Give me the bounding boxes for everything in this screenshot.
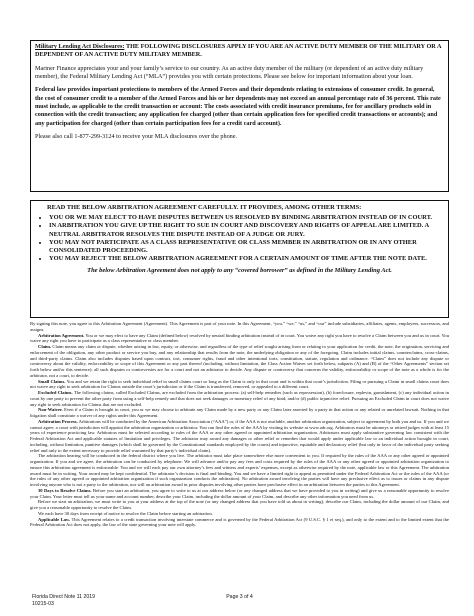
agreement-intro: By signing this note, you agree to this Arbitration Agreement (Agreement). This Agreement is part of your note. In this Agreement, “you,” “we,” “us,” and “our” include subsidiaries, affiliates, agents, employees, successors, and assigns. [30,321,449,332]
agreement-paragraph: The arbitration hearing will be conducted in the federal district where you live. The arbitrator must take place somewhere else more convenient to you. If required by the rules of the AAA or any other agreed or appointed organization. If you and we agree, the arbitration can be conducted by telephone. We will advance and/or pay any fees and costs required by the rules of the AAA or any other agreed or appointed arbitration organization to ensure this arbitration agreement is enforceable. You and we will each pay our own attorney’s fees and witness and experts’ expenses, except as otherwise required by the note, applicable law or this Agreement. The arbitration award must be in writing. Your award may be kept confidential. The arbitrator’s decision is final and binding. You and we have a limited right to appeal as permitted under the Federal Arbitration Act or the rules of the AAA (or the rules of any other agreed or appointed arbitration organization if such organization conducts the arbitration). No arbitration award involving the parties will have any preclusive effect as to issues or claims in any dispute involving anyone who is not a party to the arbitration, nor will an arbitration award in prior disputes involving other parties have preclusive effect in an arbitration between the parties to this Agreement. [30,453,449,487]
arbitration-summary-item: • IN ARBITRATION YOU GIVE UP THE RIGHT TO SUE IN COURT AND DISCOVERY AND RIGHTS OF APPEAL ARE LIMITED. A NEUTRAL ARBITRATOR RESOLVES THE DISPUTE INSTEAD OF A JUDGE OR JURY. [49,222,440,238]
agreement-paragraph [30,407,449,419]
arbitration-summary-item: • YOU MAY NOT PARTICIPATE AS A CLASS REPRESENTATIVE OR CLASS MEMBER IN ARBITRATION OR IN ANY OTHER CONSOLIDATED PROCEEDING. [49,239,440,255]
agreement-paragraph [30,517,449,529]
arbitration-summary-list [39,214,440,263]
paragraph-text: Before you start an arbitration, you agree to write to us at our address below (or any changed address that we have provided to you in writing) and give us a reasonable opportunity to resolve your Claim. Your letter must tell us your name and account number, describe your Claim, including the dollar amount of your Claim, and describe any other information you need from us. [30,487,449,499]
agreement-paragraph [30,333,449,345]
mla-heading-paragraph [35,43,444,60]
paragraph-text: Even if a Claim is brought in court, you or we may choose to arbitrate any Claim made by a new party or any Claim later asserted by a party in that action or any related or unrelated lawsuit. Nothing in that litigation shall constitute a waiver of any rights under this Agreement. [30,407,449,418]
paragraph-text: Arbitrations will be conducted by the American Arbitration Association (“AAA”) or, if the AAA is not available, another arbitration organization, subject to agreement by both you and us. If you and we cannot agree, a court with jurisdiction will appoint the arbitration organization or arbitrator. You can find the rules of the AAA by visiting its website at www.adr.org. Arbitrators must be attorneys or retired judges with at least 15 years of experience practicing law. Arbitrators must be selected according to rules of the AAA or any other agreed or appointed arbitration organization. Arbitrators must apply substantive governing law consistent with the Federal Arbitration Act and applicable statutes of limitation and privileges. The arbitrator may award any damages or other relief or remedies that would apply under applicable law to an individual action brought in court, including, without limitation, punitive damages (which shall be governed by the Constitutional standards employed by the courts) and injunctive, equitable and declaratory relief (but only in favor of the individual party seeking relief and only to the extent necessary to provide relief warranted by that party’s individual claim). [30,418,449,453]
arbitration-summary-heading: READ THE BELOW ARBITRATION AGREEMENT CAREFULLY. IT PROVIDES, AMONG OTHER TERMS: [47,204,362,211]
paragraph-text: Claim means any claim or dispute, whether arising in law, equity, or otherwise, and regardless of the type of relief sought arising from or relating to your application for credit, the note, the origination, servicing and enforcement of the obligation, any other product or service you buy, and any relationship that results from the note, the underlying obligation or any of the foregoing. Claim includes initial claims, counterclaims, cross-claims, and third-party claims. Claim also includes disputes based upon contract, tort, consumer rights, fraud and other intentional torts, constitution, statute, regulation and ordinance. “Claim” does not include any dispute or controversy about the validity, enforceability or scope of this Agreement or any part thereof (including, without limitation, the Class Action Waiver set forth below, subparts (A) and (B) of the “Other Agreements” section set forth below and/or this sentence); all such disputes or controversies are for a court and not an arbitrator to decide. Any dispute or controversy that concerns the validity, enforceability or scope of the note as a whole is for the arbitrator, not a court, to decide. [30,344,449,378]
agreement-paragraph: Before we start an arbitration, we must write to you at your address at the top of the note (or any changed address that you have told us about in writing), describe our Claim, including the dollar amount of our Claim, and give you a reasonable opportunity to resolve the Claim. [30,499,449,510]
page-footer [32,594,447,607]
mla-intro-paragraph: Mariner Finance appreciates your and your family’s service to our country. As an active duty member of the military (or dependent of an active duty military member), the Federal Military Lending Act (“MLA”) provides you with certain protections. Please see below for important information about your loan. [35,64,424,81]
paragraph-lead: Arbitration Agreement. [38,332,85,338]
arbitration-summary-item: • YOU MAY REJECT THE BELOW ARBITRATION AGREEMENT FOR A CERTAIN AMOUNT OF TIME AFTER THE NOTE DATE. [49,255,440,263]
arbitration-summary-box [30,200,449,318]
mla-disclosure-box [30,40,449,192]
paragraph-text: This Agreement relates to a credit transaction involving interstate commerce and is governed by the Federal Arbitration Act (9 U.S.C. § 1 et seq.), and only to the extent and to the limited extent that the Federal Arbitration Act does not apply, the law of the state governing your note will apply. [30,516,449,528]
agreement-paragraph: We each have 30 days from receipt of notice to resolve the Claim before starting an arbitration. [38,510,213,516]
paragraph-lead: 30 Days to Resolve Claims. [38,487,92,493]
agreement-paragraph [30,488,449,500]
covered-borrower-note: The below Arbitration Agreement does not apply to any “covered borrower” as defined in the Military Lending Act. [87,267,392,275]
paragraph-lead: Small Claims. [38,378,66,384]
agreement-paragraph [30,344,449,379]
footer-form-code: 10215-03 [32,600,54,607]
mla-heading-rest: THE FOLLOWING DISCLOSURES APPLY IF YOU ARE AN ACTIVE DUTY MEMBER OF THE MILITARY OR A DEPENDENT OF AN ACTIVE DUTY MILITARY MEMBER. [35,43,442,59]
footer-form-name: Florida Direct Note 11 2019 [32,594,96,600]
paragraph-lead: Excluded Claims. [38,390,73,395]
page-number: Page 3 of 4 [226,594,253,600]
mla-phone-paragraph: Please also call 1-877-299-3124 to receive your MLA disclosures over the phone. [35,133,238,141]
paragraph-text: The following claims, called Excluded Claims, are excluded from the arbitration process: (a) self-help remedies (such as repossession), (b) foreclosure, replevin, garnishment, (c) any individual action in court by one party to prevent the other party from using a self-help remedy and that does not seek damages or monetary relief of any kind; and/or (d) public injunctive relief. Pursuing an Excluded Claim in court does not waive any right to seek arbitration for Claims that are not excluded. [30,390,449,407]
paragraph-lead: Non-Waiver. [38,407,63,413]
agreement-paragraph [30,390,449,407]
mla-protections-paragraph: Federal law provides important protections to members of the Armed Forces and their dependents relating to extensions of consumer credit. In general, the cost of consumer credit to a member of the Armed Forces and his or her dependents may not exceed an annual percentage rate of 36 percent. This rate must include, as applicable to the credit transaction or account: The costs associated with credit insurance premiums, fee for ancillary products sold in connection with the credit transaction; any application fee charged (other than certain application fees for specified credit transactions or accounts); and any participation fee charged (other than certain participation fees for a credit card account). [35,86,441,127]
paragraph-lead: Arbitration Process. [38,418,78,424]
arbitration-agreement-text [30,321,449,595]
arbitration-summary-item: • YOU OR WE MAY ELECT TO HAVE DISPUTES BETWEEN US RESOLVED BY BINDING ARBITRATION INSTEAD OF IN COURT. [49,214,440,222]
paragraph-lead: Claim. [38,344,52,349]
mla-heading: Military Lending Act Disclosures: [35,43,125,50]
agreement-paragraph [30,419,449,454]
paragraph-text: You and we retain the right to seek individual relief in small claims court so long as the Claim is only in that court and is within that court’s jurisdiction. Filing or pursuing a Claim in small claims court does not waive any right to seek arbitration for Claims outside the court’s jurisdiction or if the Claim is transferred, removed, or appealed to a different court. [30,378,449,390]
paragraph-text: You or we may elect to have any Claim (defined below) resolved by neutral binding arbitration instead of in court. You waive any right you have to resolve a Claim between you and us in court. You waive any right you have to participate as a class representative or class member. [30,332,449,344]
paragraph-lead: Applicable Law. [38,516,71,522]
agreement-paragraph [30,379,449,391]
